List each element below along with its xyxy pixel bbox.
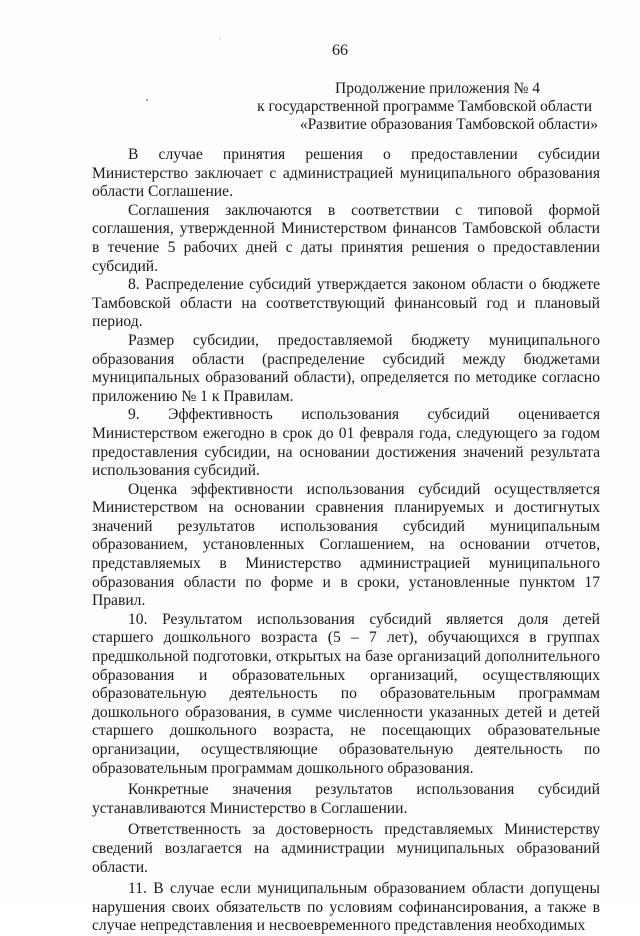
scan-speck <box>220 38 221 39</box>
header-line-2: к государственной программе Тамбовской области <box>257 98 592 115</box>
header-line-3: «Развитие образования Тамбовской области» <box>299 116 598 133</box>
paragraph-8-distribution: 8. Распределение субсидий утверждается законом области о бюджете Тамбовской области на соответствующий финансовый год и плановый период. <box>92 276 600 331</box>
paragraph-agreement-decision: В случае принятия решения о предоставлении субсидии Министерство заключает с администрацией муниципального образования области Соглашение. <box>92 146 600 201</box>
paragraph-11-violations: 11. В случае если муниципальным образованием области допущены нарушения своих обязательств по условиям софинансирования, а также в случае непредставления и несвоевременного представления необходимых <box>92 880 600 935</box>
document-body <box>92 146 600 936</box>
paragraph-agreements-concluded: Соглашения заключаются в соответствии с типовой формой соглашения, утвержденной Министерством финансов Тамбовской области в течение 5 рабочих дней с даты принятия решения о предоставлении субсидий. <box>92 201 600 275</box>
paragraph-10-result: 10. Результатом использования субсидий является доля детей старшего дошкольного возраста (5 – 7 лет), обучающихся в группах предшкольной подготовки, открытых на базе организаций дополнительного образования и образовательных организаций, осуществляющих образовательную деятельность по образовательным программам дошкольного образования, в сумме численности указанных детей и детей старшего дошкольного возраста, не посещающих образовательные организации, осуществляющие образовательную деятельность по образовательным программам дошкольного образования. <box>92 610 600 777</box>
appendix-header <box>257 80 598 134</box>
header-line-1: Продолжение приложения № 4 <box>335 80 540 97</box>
paragraph-9-efficiency: 9. Эффективность использования субсидий оценивается Министерством ежегодно в срок до 01 февраля года, следующего за годом предоставления субсидии, на основании достижения значений результата использования субсидий. <box>92 406 600 480</box>
paragraph-responsibility: Ответственность за достоверность представляемых Министерству сведений возлагается на администрации муниципальных образований области. <box>92 821 600 876</box>
paragraph-efficiency-assessment: Оценка эффективности использования субсидий осуществляется Министерством на основании сравнения планируемых и достигнутых значений результатов использования субсидий муниципальным образованием, установленных Соглашением, на основании отчетов, представляемых в Министерство администрацией муниципального образования области по форме и в сроки, установленные пунктом 17 Правил. <box>92 480 600 610</box>
paragraph-specific-values: Конкретные значения результатов использования субсидий устанавливаются Министерство в Соглашении. <box>92 781 600 817</box>
page-number: 66 <box>332 42 348 59</box>
paragraph-subsidy-amount: Размер субсидии, предоставляемой бюджету муниципального образования области (распределение субсидий между бюджетами муниципальных образований области), определяется по методике согласно приложению № 1 к Правилам. <box>92 331 600 405</box>
scan-speck <box>146 99 148 101</box>
